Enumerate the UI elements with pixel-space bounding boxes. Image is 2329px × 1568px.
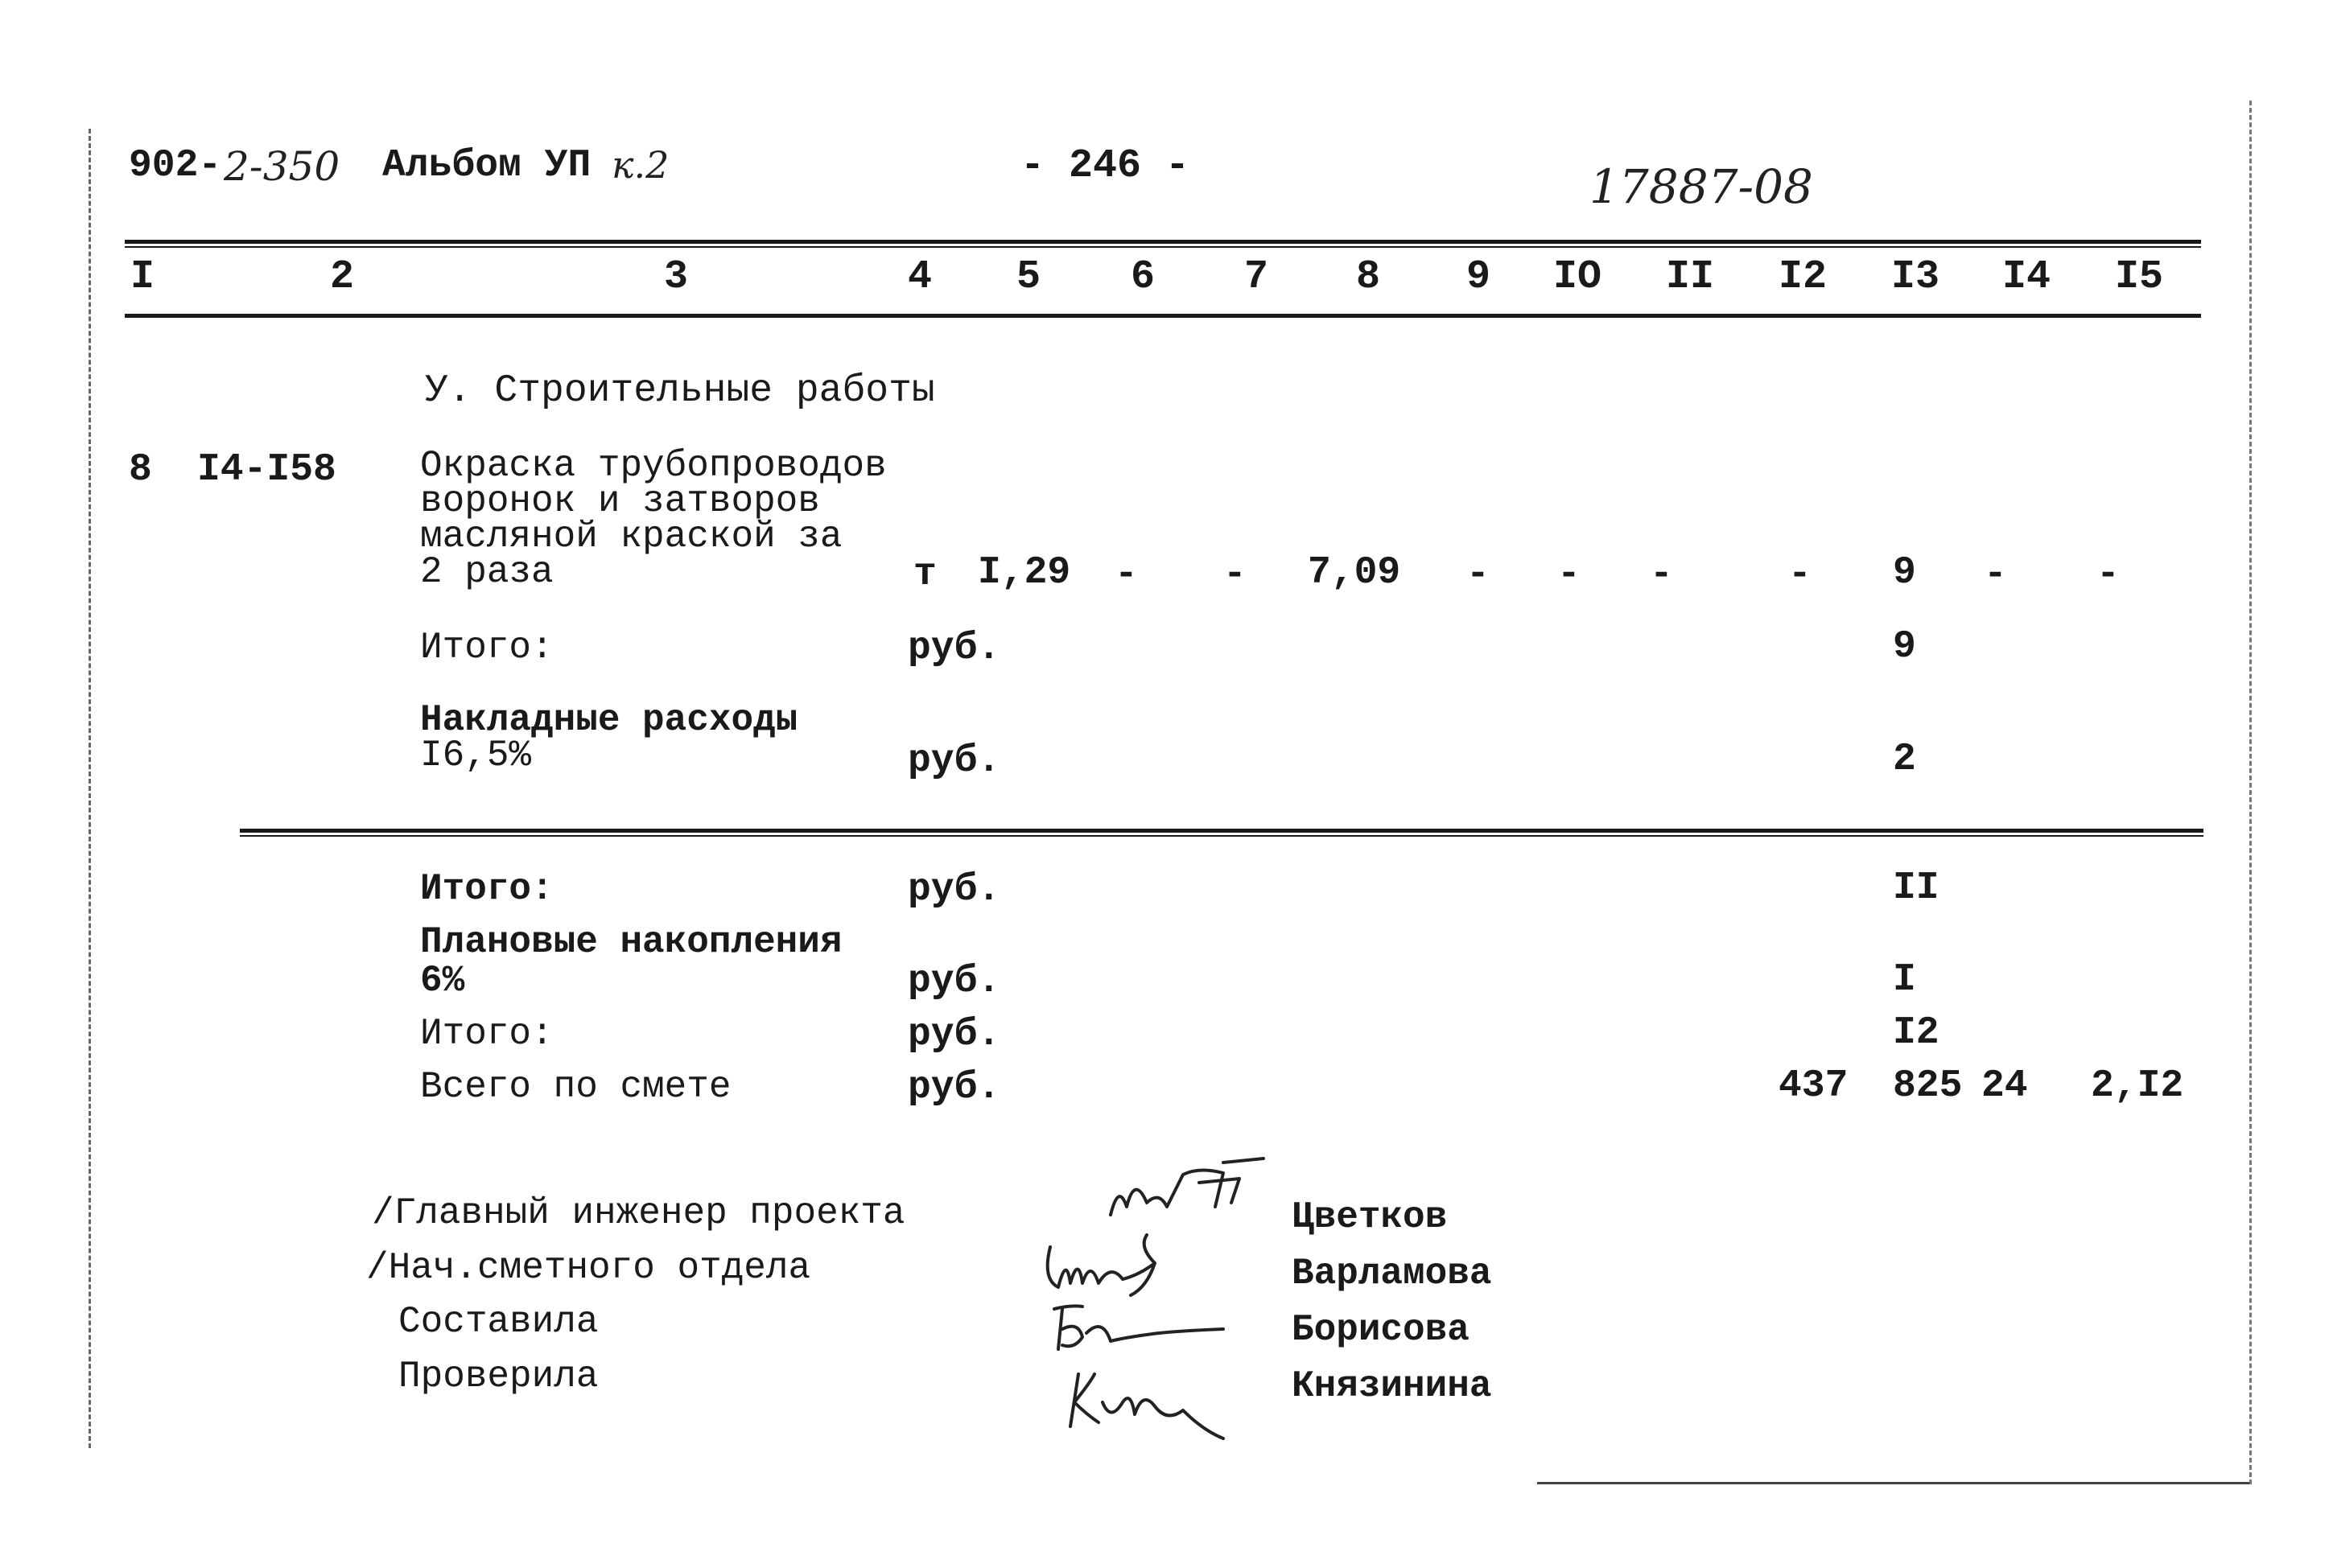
col-head-2: 2 — [330, 254, 355, 300]
col-head-7: 7 — [1244, 254, 1269, 300]
item-desc-line-2: воронок и затворов — [420, 480, 820, 522]
signature-role-2: /Нач.сметного отдела — [366, 1247, 811, 1289]
planned-label-line-1: Плановые накопления — [420, 921, 843, 963]
col-head-5: 5 — [1016, 254, 1041, 300]
header-rule-bottom — [125, 314, 2201, 318]
item-col13: 9 — [1893, 551, 1916, 595]
planned-unit: руб. — [908, 960, 1001, 1003]
signature-name-3: Борисова — [1292, 1309, 1470, 1351]
header-rule-top — [125, 240, 2201, 244]
album-part-handwritten: к.2 — [612, 143, 670, 187]
overhead-label-line-1: Накладные расходы — [420, 699, 798, 741]
planned-col13: I — [1893, 958, 1916, 1002]
doc-prefix: 902- — [129, 144, 222, 187]
itogo-3-unit: руб. — [908, 1013, 1001, 1056]
item-col9: - — [1466, 553, 1490, 596]
itogo-1-unit: руб. — [908, 627, 1001, 670]
signature-role-4: Проверила — [398, 1356, 599, 1397]
item-col15: - — [2096, 553, 2120, 596]
doc-number-handwritten: 2-350 — [224, 143, 340, 190]
signature-scribble-3 — [1038, 1297, 1247, 1361]
signature-role-3: Составила — [398, 1301, 599, 1343]
item-col11: - — [1650, 553, 1673, 596]
col-head-6: 6 — [1131, 254, 1156, 300]
overhead-col13: 2 — [1893, 738, 1916, 781]
itogo-3-label: Итого: — [420, 1013, 554, 1055]
itogo-2-label: Итого: — [420, 868, 554, 910]
total-unit: руб. — [908, 1066, 1001, 1109]
col-head-8: 8 — [1356, 254, 1381, 300]
itogo-2-unit: руб. — [908, 868, 1001, 912]
section-title: У. Строительные работы — [425, 369, 935, 413]
item-col8: 7,09 — [1308, 551, 1401, 595]
item-number: 8 — [129, 448, 152, 492]
right-margin-line — [2249, 101, 2252, 1484]
col-head-12: I2 — [1779, 254, 1828, 300]
left-margin-line — [89, 129, 91, 1448]
total-col15: 2,I2 — [2091, 1064, 2184, 1108]
item-col6: - — [1115, 553, 1138, 596]
album-label: Альбом УП — [382, 144, 592, 187]
item-col12: - — [1788, 553, 1812, 596]
signature-scribble-2 — [1034, 1231, 1243, 1303]
planned-label-line-2: 6% — [420, 960, 465, 1002]
itogo-1-label: Итого: — [420, 627, 554, 669]
signature-name-4: Князинина — [1292, 1365, 1492, 1407]
overhead-label-line-2: I6,5% — [420, 735, 532, 776]
item-col10: - — [1557, 553, 1581, 596]
item-desc-line-4: 2 раза — [420, 551, 554, 593]
header-rule-top-2 — [125, 246, 2201, 248]
col-head-15: I5 — [2115, 254, 2164, 300]
col-head-3: 3 — [664, 254, 689, 300]
col-head-4: 4 — [908, 254, 933, 300]
col-head-9: 9 — [1466, 254, 1491, 300]
col-head-1: I — [130, 254, 155, 300]
item-desc-line-3: масляной краской за — [420, 516, 843, 558]
signature-role-1: /Главный инженер проекта — [372, 1192, 905, 1234]
col-head-13: I3 — [1891, 254, 1940, 300]
total-label: Всего по смете — [420, 1066, 732, 1108]
col-head-11: II — [1666, 254, 1715, 300]
stamp-number: 17887-08 — [1589, 159, 1813, 214]
subtotal-rule — [240, 829, 2203, 833]
signature-scribble-1 — [1103, 1159, 1280, 1231]
signature-name-2: Варламова — [1292, 1253, 1492, 1294]
itogo-3-col13: I2 — [1893, 1011, 1939, 1055]
item-unit: т — [913, 553, 937, 596]
itogo-1-col13: 9 — [1893, 625, 1916, 669]
col-head-10: IO — [1553, 254, 1602, 300]
item-col14: - — [1984, 553, 2007, 596]
col-head-14: I4 — [2002, 254, 2051, 300]
overhead-unit: руб. — [908, 739, 1001, 783]
total-col13: 825 — [1893, 1064, 1963, 1108]
signature-name-1: Цветков — [1292, 1196, 1448, 1238]
item-code: I4-I58 — [197, 448, 336, 492]
total-col12: 437 — [1779, 1064, 1849, 1108]
itogo-2-col13: II — [1893, 866, 1939, 910]
item-col7: - — [1223, 553, 1247, 596]
item-col5: I,29 — [978, 551, 1071, 595]
signature-scribble-4 — [1062, 1358, 1272, 1447]
page-number: - 246 - — [1020, 143, 1190, 189]
total-col14: 24 — [1981, 1064, 2028, 1108]
subtotal-rule-2 — [240, 835, 2203, 837]
bottom-right-line — [1537, 1482, 2249, 1484]
item-desc-line-1: Окраска трубопроводов — [420, 445, 887, 487]
